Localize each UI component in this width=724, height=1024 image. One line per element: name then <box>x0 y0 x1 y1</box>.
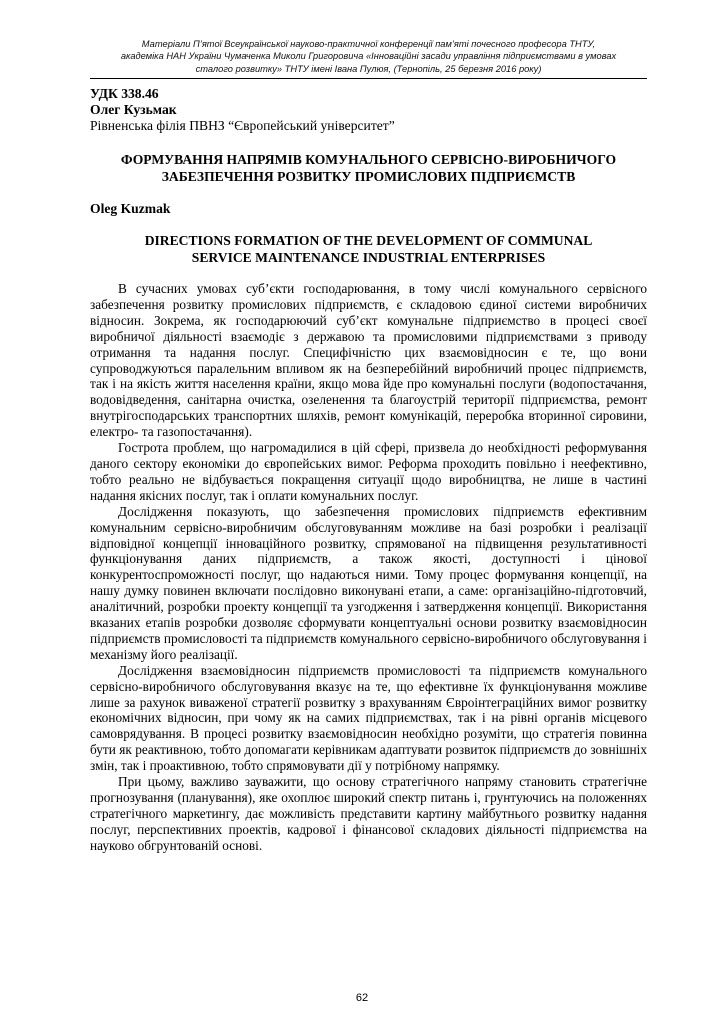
author-affiliation: Рівненська філія ПВНЗ “Європейський університет” <box>90 118 395 133</box>
article-title <box>96 152 641 185</box>
title-line: ФОРМУВАННЯ НАПРЯМІВ КОМУНАЛЬНОГО СЕРВІСНО-ВИРОБНИЧОГО <box>120 152 617 167</box>
title-line: SERVICE MAINTENANCE INDUSTRIAL ENTERPRISES <box>191 249 546 265</box>
title-line: ЗАБЕЗПЕЧЕННЯ РОЗВИТКУ ПРОМИСЛОВИХ ПІДПРИЄМСТВ <box>161 168 576 184</box>
header-line: сталого розвитку» ТНТУ імені Івана Пулюя, (Тернопіль, 25 березня 2016 року) <box>195 63 542 74</box>
header-line: Матеріали П’ятої Всеукраїнської науково-практичної конференції пам’яті почесного професора ТНТУ, <box>141 39 596 49</box>
header-divider <box>90 78 647 79</box>
body-paragraph: В сучасних умовах суб’єкти господарювання, в тому числі комунального сервісного забезпечення розвитку промислових підприємств, є складовою єдиної системи виробничих відносин. Зокрема, як господарюючий суб’єкт комунальне підприємство в процесі своєї виробничої діяльності взаємодіє з державою та промисловими підприємствами з приводу отримання та надання послуг. Специфічністю цих взаємовідносин є те, що вони супроводжуються паралельним впливом як на безперебійний виробничий процес підприємств, так і на якість життя населення країни, якщо мова йде про комунальні послуги (водопостачання, водовідведення, санітарна очистка, озеленення та благоустрій території підприємства, ремонт внутрігосподарських транспортних шляхів, ремонт комунікацій, переробка вторинної сировини, електро- та газопостачання). <box>90 281 647 440</box>
running-header <box>96 38 641 75</box>
body-paragraph: Дослідження взаємовідносин підприємств промисловості та підприємств комунального сервісно-виробничого обслуговування вказує на те, що ефективне їх функціонування можливе лише за рахунок виваженої стратегії розвитку з врахуванням Євроінтеграційних вимог розвитку економічних відносин, при чому як на самих підприємствах, так і на рівні органів місцевого самоврядування. В процесі розвитку взаємовідносин необхідно розуміти, що стратегія повинна бути як реактивною, тобто допомагати керівникам адаптувати розвиток підприємств до зовнішніх змін, так і проактивною, тобто спрямовувати дії у потрібному напрямку. <box>90 662 647 774</box>
body-paragraph: При цьому, важливо зауважити, що основу стратегічного напряму становить стратегічне прогнозування (планування), яке охоплює широкий спектр питань і, грунтуючись на положеннях стратегічного маркетингу, дає можливість представити картину майбутнього розвитку надання послуг, перспективних проектів, кадрової і фінансової складових діяльності підприємства на науково обгрунтованій основі. <box>90 774 647 853</box>
article-title-english <box>96 233 641 266</box>
udc-code: УДК 338.46 <box>90 86 159 101</box>
title-line: DIRECTIONS FORMATION OF THE DEVELOPMENT OF COMMUNAL <box>144 233 593 248</box>
body-paragraph: Дослідження показують, що забезпечення промислових підприємств ефективним комунальним сервісно-виробничим обслуговуванням можливе на базі розробки і реалізації відповідної концепції інноваційного розвитку, спрямованої на підвищення результативності функціонування даних підприємств, а також якості, доступності і цінової конкурентоспроможності послуг, що надаються ними. Тому процес формування концепції, на нашу думку повинен включати послідовно виконувані етапи, а саме: організаційно-підготовчий, аналітичний, розробки проекту концепції та узгодження і затвердження концепції. Використання вказаних етапів розробки дозволяє сформувати концептуальні основи розвитку взаємовідносин підприємств промисловості та підприємств комунального сервісно-виробничого обслуговування і механізму його реалізації. <box>90 503 647 662</box>
page-number: 62 <box>355 992 369 1004</box>
article-body <box>90 281 647 854</box>
author-name: Олег Кузьмак <box>90 102 177 117</box>
article-meta <box>90 86 650 134</box>
header-line: академіка НАН України Чумаченка Миколи Григоровича «Інноваційні засади управління підприємствами в умовах <box>120 51 617 62</box>
body-paragraph: Гострота проблем, що нагромадилися в цій сфері, призвела до необхідності реформування даного сектору економіки до європейських вимог. Реформа проходить повільно і неефективно, тобто реально не відбувається покращення ситуації щодо виробництва, не лише в частині надання якісних послуг, так і оплати комунальних послуг. <box>90 440 647 503</box>
author-name-english: Oleg Kuzmak <box>90 201 171 216</box>
